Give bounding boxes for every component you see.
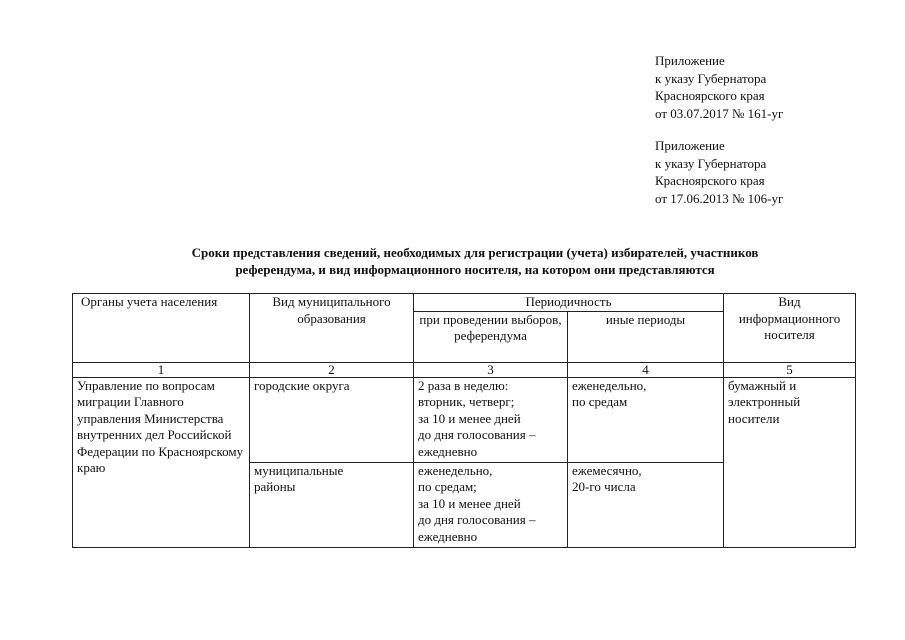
- appendix-line: Красноярского края: [655, 88, 765, 103]
- header-row: [73, 294, 856, 312]
- table-row: [73, 377, 856, 462]
- column-number: 4: [568, 362, 724, 377]
- appendix-header-current: [655, 52, 783, 122]
- header-during-elections: при проведении выборов, референдума: [414, 311, 568, 362]
- organ-cell: Управление по вопросам миграции Главного управления Министерства внутренних дел Российской Федерации по Красноярскому краю: [73, 377, 250, 547]
- document-title: [60, 244, 890, 278]
- carrier-cell: бумажный и электронный носители: [724, 377, 856, 547]
- header-organs: Органы учета населения: [73, 294, 250, 363]
- appendix-line: Приложение: [655, 53, 725, 68]
- column-number: 1: [73, 362, 250, 377]
- appendix-line: к указу Губернатора: [655, 155, 767, 171]
- other-periods-cell: ежемесячно, 20-го числа: [568, 462, 724, 547]
- header-carrier: Вид информационного носителя: [724, 294, 856, 363]
- appendix-line: к указу Губернатора: [655, 70, 767, 86]
- during-elections-cell: 2 раза в неделю: вторник, четверг; за 10 и менее дней до дня голосования – ежедневно: [414, 377, 568, 462]
- column-number: 3: [414, 362, 568, 377]
- appendix-line: Красноярского края: [655, 173, 765, 188]
- header-periodicity: Периодичность: [414, 294, 724, 312]
- appendix-line: от 03.07.2017 № 161-уг: [655, 105, 784, 121]
- deadlines-table: [72, 293, 856, 548]
- appendix-line: от 17.06.2013 № 106-уг: [655, 190, 784, 206]
- header-municipality: Вид муниципального образования: [250, 294, 414, 363]
- during-elections-cell: еженедельно, по средам; за 10 и менее дней до дня голосования – ежедневно: [414, 462, 568, 547]
- title-line-2: референдума, и вид информационного носителя, на котором они представляются: [235, 262, 715, 277]
- column-number-row: [73, 362, 856, 377]
- title-line-1: Сроки представления сведений, необходимых для регистрации (учета) избирателей, участников: [191, 245, 759, 260]
- appendix-line: Приложение: [655, 138, 725, 153]
- column-number: 2: [250, 362, 414, 377]
- appendix-header-original: [655, 137, 783, 207]
- other-periods-cell: еженедельно, по средам: [568, 377, 724, 462]
- header-other-periods: иные периоды: [568, 311, 724, 362]
- column-number: 5: [724, 362, 856, 377]
- municipality-cell: муниципальные районы: [250, 462, 414, 547]
- municipality-cell: городские округа: [250, 377, 414, 462]
